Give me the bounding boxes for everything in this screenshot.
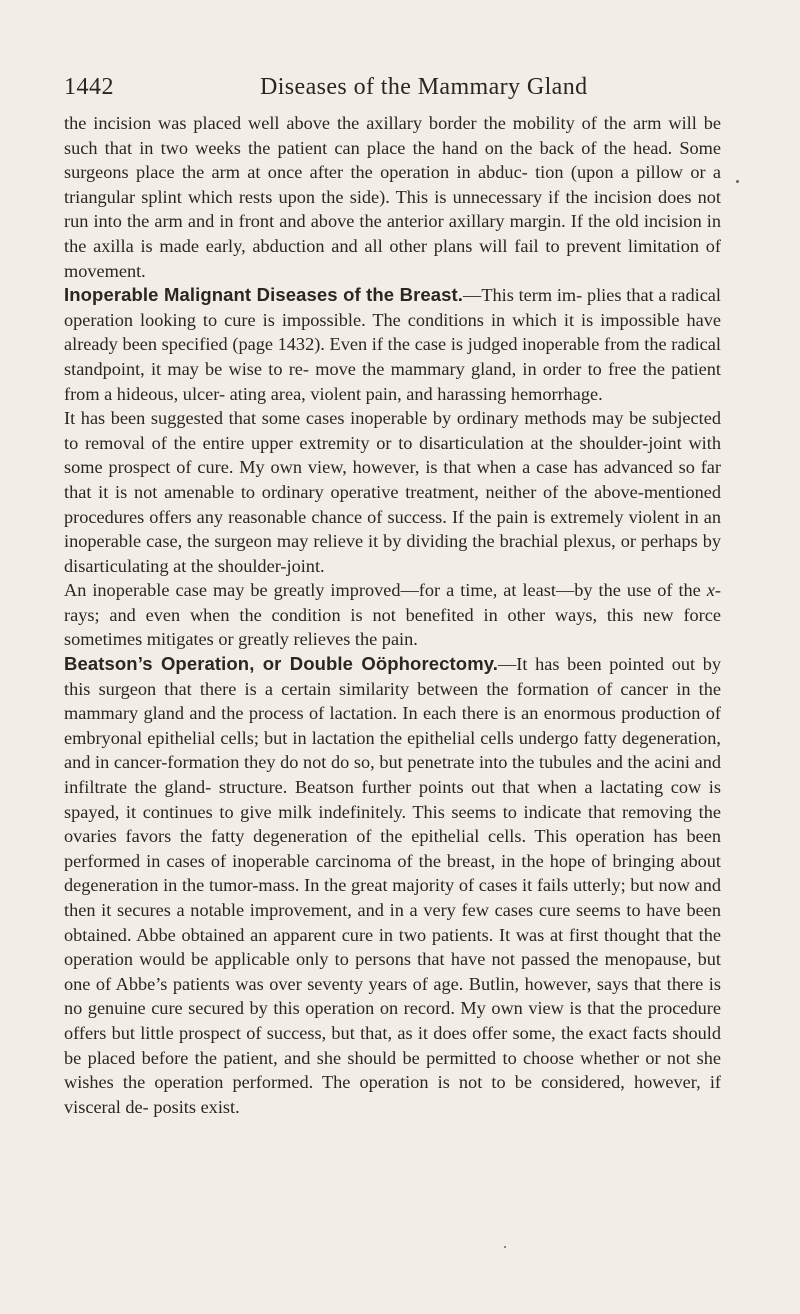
section-heading-beatson: Beatson’s Operation, or Double Oöphorectomy. (64, 653, 498, 675)
paragraph-beatson (64, 652, 721, 1119)
margin-speck (504, 1246, 506, 1248)
paragraph-beatson-text: —It has been pointed out by this surgeon that there is a certain similarity between the formation of cancer in the mammary gland and the process of lactation. In each there is an enormous production of embryonal epithelial cells; but in lactation the epithelial cells undergo fatty degeneration, and in cancer-formation they do not do so, but penetrate into the tubules and the acini and infiltrate the gland- structure. Beatson further points out that when a lactating cow is spayed, it continues to give milk indefinitely. This seems to indicate that removing the ovaries favors the fatty degeneration of the epithelial cells. This operation has been performed in cases of inoperable carcinoma of the breast, in the hope of bringing about degeneration in the tumor-mass. In the great majority of cases it fails utterly; but now and then it secures a notable improvement, and in a very few cases cure seems to have been obtained. Abbe obtained an apparent cure in two patients. It was at first thought that the operation would be applicable only to persons that have not passed the menopause, but one of Abbe’s patients was over seventy years of age. Butlin, however, says that there is no genuine cure secured by this operation on record. My own view is that the procedure offers but little prospect of success, but that, as it does offer some, the exact facts should be placed before the patient, and she should be permitted to choose whether or not she wishes the operation performed. The operation is not to be considered, however, if visceral de- posits exist. (64, 654, 721, 1117)
paragraph-inoperable (64, 283, 721, 406)
paragraph-xrays-text-b: -rays; and even when the condition is not benefited in other ways, this new force sometimes mitigates or greatly relieves the pain. (64, 580, 721, 650)
paragraph-xrays (64, 578, 721, 652)
paragraph-disarticulation: It has been suggested that some cases inoperable by ordinary methods may be subjected to removal of the entire upper extremity or to disarticulation at the shoulder-joint with some prospect of cure. My own view, however, is that when a case has advanced so far that it is not amenable to ordinary operative treatment, neither of the above-mentioned procedures offers any reasonable chance of success. If the pain is extremely violent in an inoperable case, the surgeon may relieve it by dividing the brachial plexus, or perhaps by disarticulating at the shoulder-joint. (64, 408, 721, 576)
running-title: Diseases of the Mammary Gland (260, 74, 588, 100)
paragraph-xrays-text-a: An inoperable case may be greatly improved—for a time, at least—by the use of the (64, 580, 707, 601)
section-heading-inoperable: Inoperable Malignant Diseases of the Breast. (64, 284, 464, 306)
body-text (64, 111, 721, 1119)
paragraph-xrays-x: x (706, 580, 715, 601)
paragraph-continuation: the incision was placed well above the axillary border the mobility of the arm will be such that in two weeks the patient can place the hand on the back of the head. Some surgeons place the arm at once after the operation in abduc- tion (upon a pillow or a triangular splint which rests upon the side). This is unnecessary if the incision does not run into the arm and in front and above the anterior axillary margin. If the old incision in the axilla is made early, abduction and all other plans will fail to prevent limitation of movement. (64, 113, 721, 281)
page-number: 1442 (64, 74, 114, 100)
margin-speck (736, 180, 739, 183)
running-head (64, 72, 721, 102)
paragraph-inoperable-text: —This term im- plies that a radical operation looking to cure is impossible. The conditions in which it is impossible have already been specified (page 1432). Even if the case is judged inoperable from the radical standpoint, it may be wise to re- move the mammary gland, in order to free the patient from a hideous, ulcer- ating area, violent pain, and harassing hemorrhage. (64, 285, 721, 404)
